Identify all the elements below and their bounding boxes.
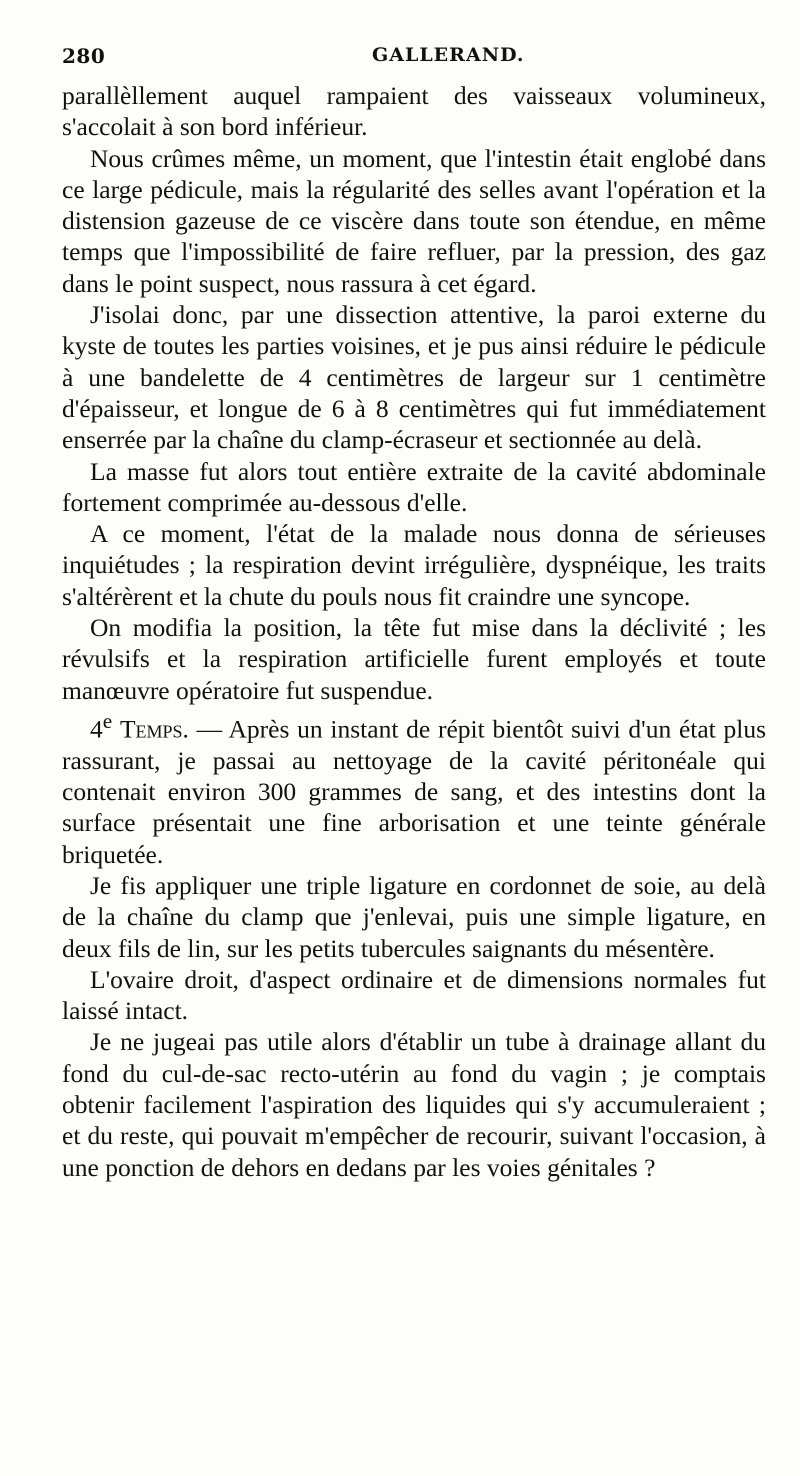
page-number: 280 — [62, 44, 106, 68]
section-label: Temps. — [119, 714, 189, 744]
section-ordinal-suffix: e — [102, 708, 113, 733]
paragraph-ligature: Je fis appliquer une triple ligature en cordonnet de soie, au delà de la chaîne du clamp que j'enlevai, puis une simple ligature, en deux fils de lin, sur les petits tubercules saignants du mésentère. — [62, 870, 766, 963]
paragraph-ovaire: L'ovaire droit, d'aspect ordinaire et de dimensions normales fut laissé intact. — [62, 964, 766, 1026]
section-number: 4 — [90, 714, 103, 744]
paragraph-intestin: Nous crûmes même, un moment, que l'intestin était englobé dans ce large pédicule, mais la régularité des selles avant l'opération et la distension gazeuse de ce viscère dans toute son étendue, en même temps que l'impossibilité de faire refluer, par la pression, des gaz dans le point suspect, nous rassura à cet égard. — [62, 143, 766, 298]
running-head: GALLERAND. — [372, 44, 525, 66]
page-header — [62, 44, 762, 76]
section-text: — Après un instant de répit bientôt suivi d'un état plus rassurant, je passai au nettoyage de la cavité péritonéale qui contenait environ 300 grammes de sang, et des intestins dont la surface présentait une fine arborisation et une teinte générale briquetée. — [62, 714, 767, 869]
paragraph-position: On modifia la position, la tête fut mise dans la déclivité ; les révulsifs et la respiration artificielle furent employés et toute manœuvre opératoire fut suspendue. — [62, 613, 766, 705]
paragraph-drainage: Je ne jugeai pas utile alors d'établir un tube à drainage allant du fond du cul-de-sac recto-utérin au fond du vagin ; je comptais obtenir facilement l'aspiration des liquides qui s'y accumuleraient ; et du reste, qui pouvait m'empêcher de recourir, suivant l'occasion, à une ponction de dehors en dedans par les voies génitales ? — [62, 1027, 766, 1182]
body-text — [62, 80, 766, 1183]
paragraph-malade: A ce moment, l'état de la malade nous donna de sérieuses inquiétudes ; la respiration devint irrégulière, dyspnéique, les traits s'altérèrent et la chute du pouls nous fit craindre une syncope. — [62, 519, 766, 611]
paragraph-quatrieme-temps — [62, 706, 766, 870]
paragraph-dissection: J'isolai donc, par une dissection attentive, la paroi externe du kyste de toutes les parties voisines, et je pus ainsi réduire le pédicule à une bandelette de 4 centimètres de largeur sur 1 centimètre d'épaisseur, et longue de 6 à 8 centimètres qui fut immédiatement enserrée par la chaîne du clamp-écraseur et sectionnée au delà. — [62, 300, 766, 455]
paragraph-continuation: parallèllement auquel rampaient des vaisseaux volumineux, s'accolait à son bord inférieur. — [62, 81, 766, 142]
paragraph-masse: La masse fut alors tout entière extraite de la cavité abdominale fortement comprimée au-dessous d'elle. — [62, 456, 766, 517]
